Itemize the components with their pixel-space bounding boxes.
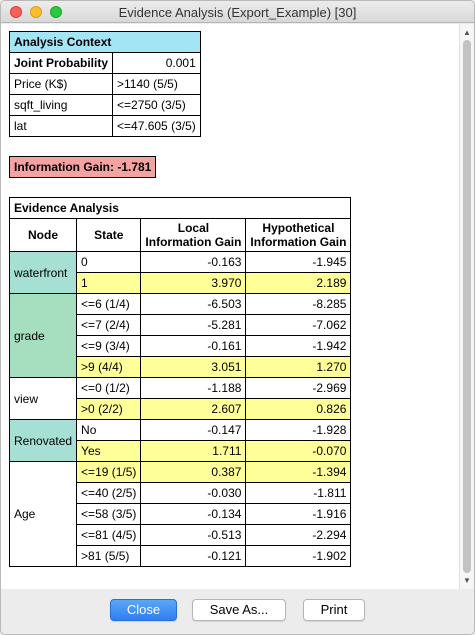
context-row xyxy=(10,95,201,116)
hypothetical-gain-cell: -1.942 xyxy=(246,336,351,357)
local-gain-cell: -0.134 xyxy=(141,504,246,525)
column-header xyxy=(10,219,77,252)
context-row xyxy=(10,74,201,95)
context-label: lat xyxy=(10,116,113,137)
local-gain-cell: -1.188 xyxy=(141,378,246,399)
node-cell: view xyxy=(10,378,77,420)
column-header-line: Information Gain xyxy=(145,235,242,249)
hypothetical-gain-cell: -1.811 xyxy=(246,483,351,504)
hypothetical-gain-cell: -1.928 xyxy=(246,420,351,441)
local-gain-cell: -0.121 xyxy=(141,546,246,567)
hypothetical-gain-cell: -1.902 xyxy=(246,546,351,567)
information-gain-badge: Information Gain: -1.781 xyxy=(9,156,156,178)
column-header-line: Information Gain xyxy=(250,235,347,249)
hypothetical-gain-cell: -1.945 xyxy=(246,252,351,273)
node-cell: Age xyxy=(10,462,77,567)
local-gain-cell: -5.281 xyxy=(141,315,246,336)
evidence-row xyxy=(10,252,351,273)
column-header xyxy=(246,219,351,252)
evidence-header: Evidence Analysis xyxy=(10,198,351,219)
node-cell: grade xyxy=(10,294,77,378)
context-label: Joint Probability xyxy=(10,53,113,74)
hypothetical-gain-cell: -1.916 xyxy=(246,504,351,525)
title-bar[interactable] xyxy=(1,1,474,23)
state-cell: <=81 (4/5) xyxy=(77,525,141,546)
state-cell: No xyxy=(77,420,141,441)
state-cell: <=6 (1/4) xyxy=(77,294,141,315)
hypothetical-gain-cell: 0.826 xyxy=(246,399,351,420)
evidence-row xyxy=(10,378,351,399)
state-cell: <=9 (3/4) xyxy=(77,336,141,357)
report-content xyxy=(1,24,459,589)
hypothetical-gain-cell: -8.285 xyxy=(246,294,351,315)
context-label: Price (K$) xyxy=(10,74,113,95)
evidence-analysis-table xyxy=(9,197,351,567)
local-gain-cell: 3.970 xyxy=(141,273,246,294)
local-gain-cell: 3.051 xyxy=(141,357,246,378)
print-button[interactable]: Print xyxy=(303,599,365,621)
state-cell: <=58 (3/5) xyxy=(77,504,141,525)
column-header xyxy=(141,219,246,252)
vertical-scrollbar[interactable] xyxy=(459,24,474,589)
close-button[interactable]: Close xyxy=(110,599,177,621)
state-cell: <=19 (1/5) xyxy=(77,462,141,483)
local-gain-cell: -0.030 xyxy=(141,483,246,504)
evidence-row xyxy=(10,462,351,483)
column-header xyxy=(77,219,141,252)
context-value: <=2750 (3/5) xyxy=(113,95,201,116)
local-gain-cell: -0.161 xyxy=(141,336,246,357)
scroll-down-arrow-icon[interactable]: ▼ xyxy=(463,576,471,585)
hypothetical-gain-cell: -1.394 xyxy=(246,462,351,483)
context-header: Analysis Context xyxy=(10,32,201,53)
state-cell: 1 xyxy=(77,273,141,294)
state-cell: >0 (2/2) xyxy=(77,399,141,420)
node-cell: Renovated xyxy=(10,420,77,462)
context-value: 0.001 xyxy=(113,53,201,74)
column-header-line: Local xyxy=(177,221,210,235)
hypothetical-gain-cell: 1.270 xyxy=(246,357,351,378)
local-gain-cell: -0.163 xyxy=(141,252,246,273)
context-label: sqft_living xyxy=(10,95,113,116)
hypothetical-gain-cell: 2.189 xyxy=(246,273,351,294)
evidence-row xyxy=(10,294,351,315)
scroll-up-arrow-icon[interactable]: ▲ xyxy=(463,28,471,37)
hypothetical-gain-cell: -2.294 xyxy=(246,525,351,546)
context-row xyxy=(10,53,201,74)
context-value: >1140 (5/5) xyxy=(113,74,201,95)
state-cell: >81 (5/5) xyxy=(77,546,141,567)
context-row xyxy=(10,116,201,137)
column-header-line: Node xyxy=(28,228,59,242)
local-gain-cell: 0.387 xyxy=(141,462,246,483)
node-cell: waterfront xyxy=(10,252,77,294)
state-cell: Yes xyxy=(77,441,141,462)
local-gain-cell: 2.607 xyxy=(141,399,246,420)
state-cell: 0 xyxy=(77,252,141,273)
column-header-line: Hypothetical xyxy=(262,221,335,235)
hypothetical-gain-cell: -7.062 xyxy=(246,315,351,336)
scrollbar-thumb[interactable] xyxy=(463,40,471,573)
local-gain-cell: -0.513 xyxy=(141,525,246,546)
local-gain-cell: -6.503 xyxy=(141,294,246,315)
save-as-button[interactable]: Save As... xyxy=(192,599,286,621)
evidence-row xyxy=(10,420,351,441)
state-cell: <=7 (2/4) xyxy=(77,315,141,336)
state-cell: >9 (4/4) xyxy=(77,357,141,378)
hypothetical-gain-cell: -2.969 xyxy=(246,378,351,399)
column-header-line: State xyxy=(94,228,124,242)
context-value: <=47.605 (3/5) xyxy=(113,116,201,137)
button-bar xyxy=(1,589,474,635)
state-cell: <=0 (1/2) xyxy=(77,378,141,399)
analysis-context-table xyxy=(9,31,201,137)
local-gain-cell: 1.711 xyxy=(141,441,246,462)
hypothetical-gain-cell: -0.070 xyxy=(246,441,351,462)
window-title: Evidence Analysis (Export_Example) [30] xyxy=(118,5,357,20)
local-gain-cell: -0.147 xyxy=(141,420,246,441)
state-cell: <=40 (2/5) xyxy=(77,483,141,504)
